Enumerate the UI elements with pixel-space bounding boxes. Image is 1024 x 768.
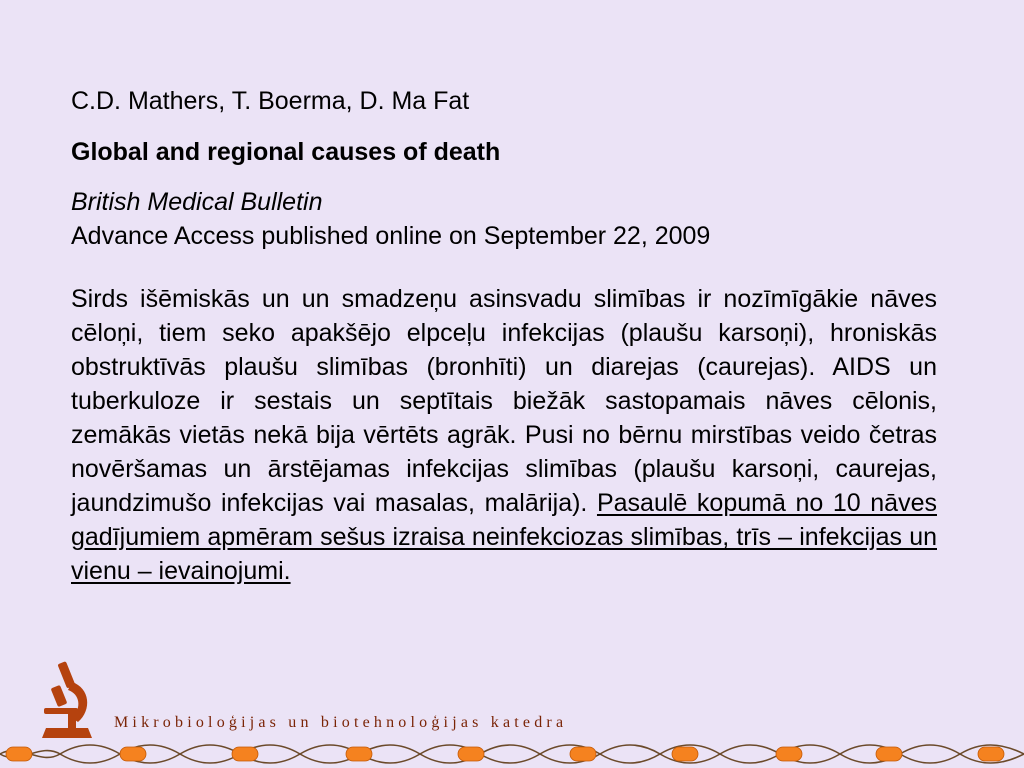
body-text: Sirds išēmiskās un un smadzeņu asinsvadu slimības ir nozīmīgākie nāves cēloņi, tiem seko apakšējo elpceļu infekcijas (plaušu karsoņi), hroniskās obstruktīvās plaušu slimības (bronhīti) un diarejas (caurejas). AIDS un tuberkuloze ir sestais un septītais biežāk sastopamais nāves cēlonis, zemākās vietās nekā bija vērtēts agrāk. Pusi no bērnu mirstības veido četras novēršamas un ārstējamas infekcijas slimības (plaušu karsoņi, caurejas, jaundzimušo infekcijas vai masalas, malārija). <box>71 285 937 517</box>
body-paragraph <box>71 282 937 588</box>
capsule <box>458 747 484 761</box>
capsule <box>978 747 1004 761</box>
capsule <box>776 747 802 761</box>
microscope-icon <box>32 660 96 740</box>
department-name: Mikrobioloģijas un biotehnoloģijas katedra <box>114 714 568 731</box>
reference-journal: British Medical Bulletin <box>71 188 323 216</box>
capsule <box>232 747 258 761</box>
dna-decoration <box>0 740 1024 768</box>
capsule <box>6 747 32 761</box>
capsule <box>120 747 146 761</box>
capsule <box>876 747 902 761</box>
reference-title: Global and regional causes of death <box>71 138 501 166</box>
reference-published: Advance Access published online on September 22, 2009 <box>71 222 711 250</box>
footer <box>0 660 1024 768</box>
capsule <box>346 747 372 761</box>
dna-strand-1 <box>0 745 1024 763</box>
dna-strand-2 <box>0 745 1024 763</box>
reference-authors: C.D. Mathers, T. Boerma, D. Ma Fat <box>71 87 470 115</box>
capsule <box>672 747 698 761</box>
body-underlined-text: Pasaulē kopumā no 10 nāves gadījumiem apmēram sešus izraisa neinfekciozas slimības, trīs – infekcijas un vienu – ievainojumi. <box>71 489 937 585</box>
slide-content <box>71 82 937 588</box>
capsule <box>570 747 596 761</box>
